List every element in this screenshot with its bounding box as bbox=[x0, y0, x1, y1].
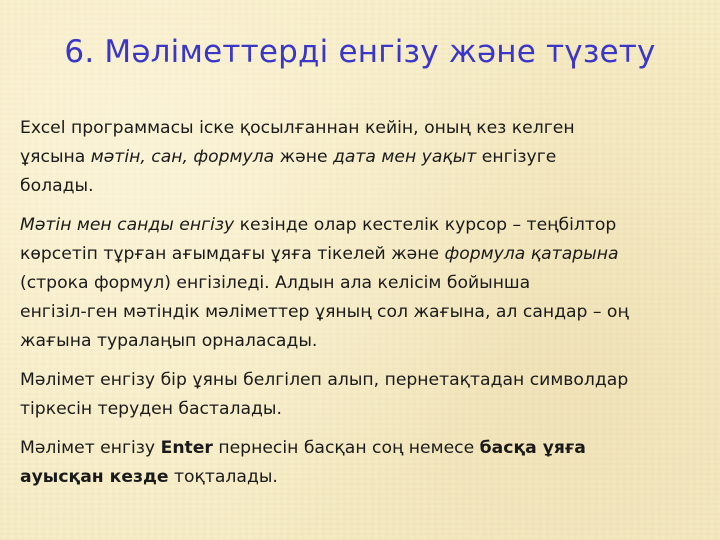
finish-pre: Мәлімет енгізу bbox=[20, 438, 161, 458]
finish-other-cell-2: ауысқан кезде bbox=[20, 467, 169, 487]
finish-enter-key: Enter bbox=[160, 438, 213, 458]
entry-line-3: (строка формул) енгізіледі. Алдын ала келісім бойынша bbox=[20, 273, 531, 293]
slide-body bbox=[20, 114, 700, 502]
finish-mid: пернесін басқан соң немесе bbox=[212, 438, 480, 458]
entry-line-2-pre: көрсетіп тұрған ағымдағы ұяға тікелей және bbox=[20, 244, 445, 264]
intro-line-3: болады. bbox=[20, 176, 94, 196]
entry-line-5: жағына туралаңып орналасады. bbox=[20, 331, 318, 351]
start-line-2: тіркесін теруден басталады. bbox=[20, 399, 282, 419]
intro-line-1: Excel программасы іске қосылғаннан кейін, оның кез келген bbox=[20, 118, 575, 138]
intro-emphasis-datetime: дата мен уақыт bbox=[332, 147, 477, 167]
start-line-1: Мәлімет енгізу бір ұяны белгілеп алып, пернетақтадан символдар bbox=[20, 370, 629, 390]
intro-line-2-pre: ұясына bbox=[20, 147, 91, 167]
finish-other-cell-1: басқа ұяға bbox=[479, 438, 586, 458]
entry-line-1: кезінде олар кестелік курсор – теңбілтор bbox=[234, 215, 617, 235]
paragraph-entry bbox=[20, 211, 700, 356]
paragraph-start bbox=[20, 366, 700, 424]
entry-emphasis-formula-bar: формула қатарына bbox=[444, 244, 619, 264]
intro-emphasis-types: мәтін, сан, формула bbox=[90, 147, 275, 167]
paragraph-finish bbox=[20, 434, 700, 492]
paragraph-intro bbox=[20, 114, 700, 201]
entry-line-4: енгізіл-ген мәтіндік мәліметтер ұяның сол жағына, ал сандар – оң bbox=[20, 302, 629, 322]
finish-post: тоқталады. bbox=[168, 467, 278, 487]
intro-line-2-mid: және bbox=[274, 147, 333, 167]
intro-line-2-post: енгізуге bbox=[476, 147, 557, 167]
slide-title: 6. Мәліметтерді енгізу және түзету bbox=[64, 34, 656, 70]
entry-emphasis-text-numbers: Мәтін мен санды енгізу bbox=[20, 215, 235, 235]
